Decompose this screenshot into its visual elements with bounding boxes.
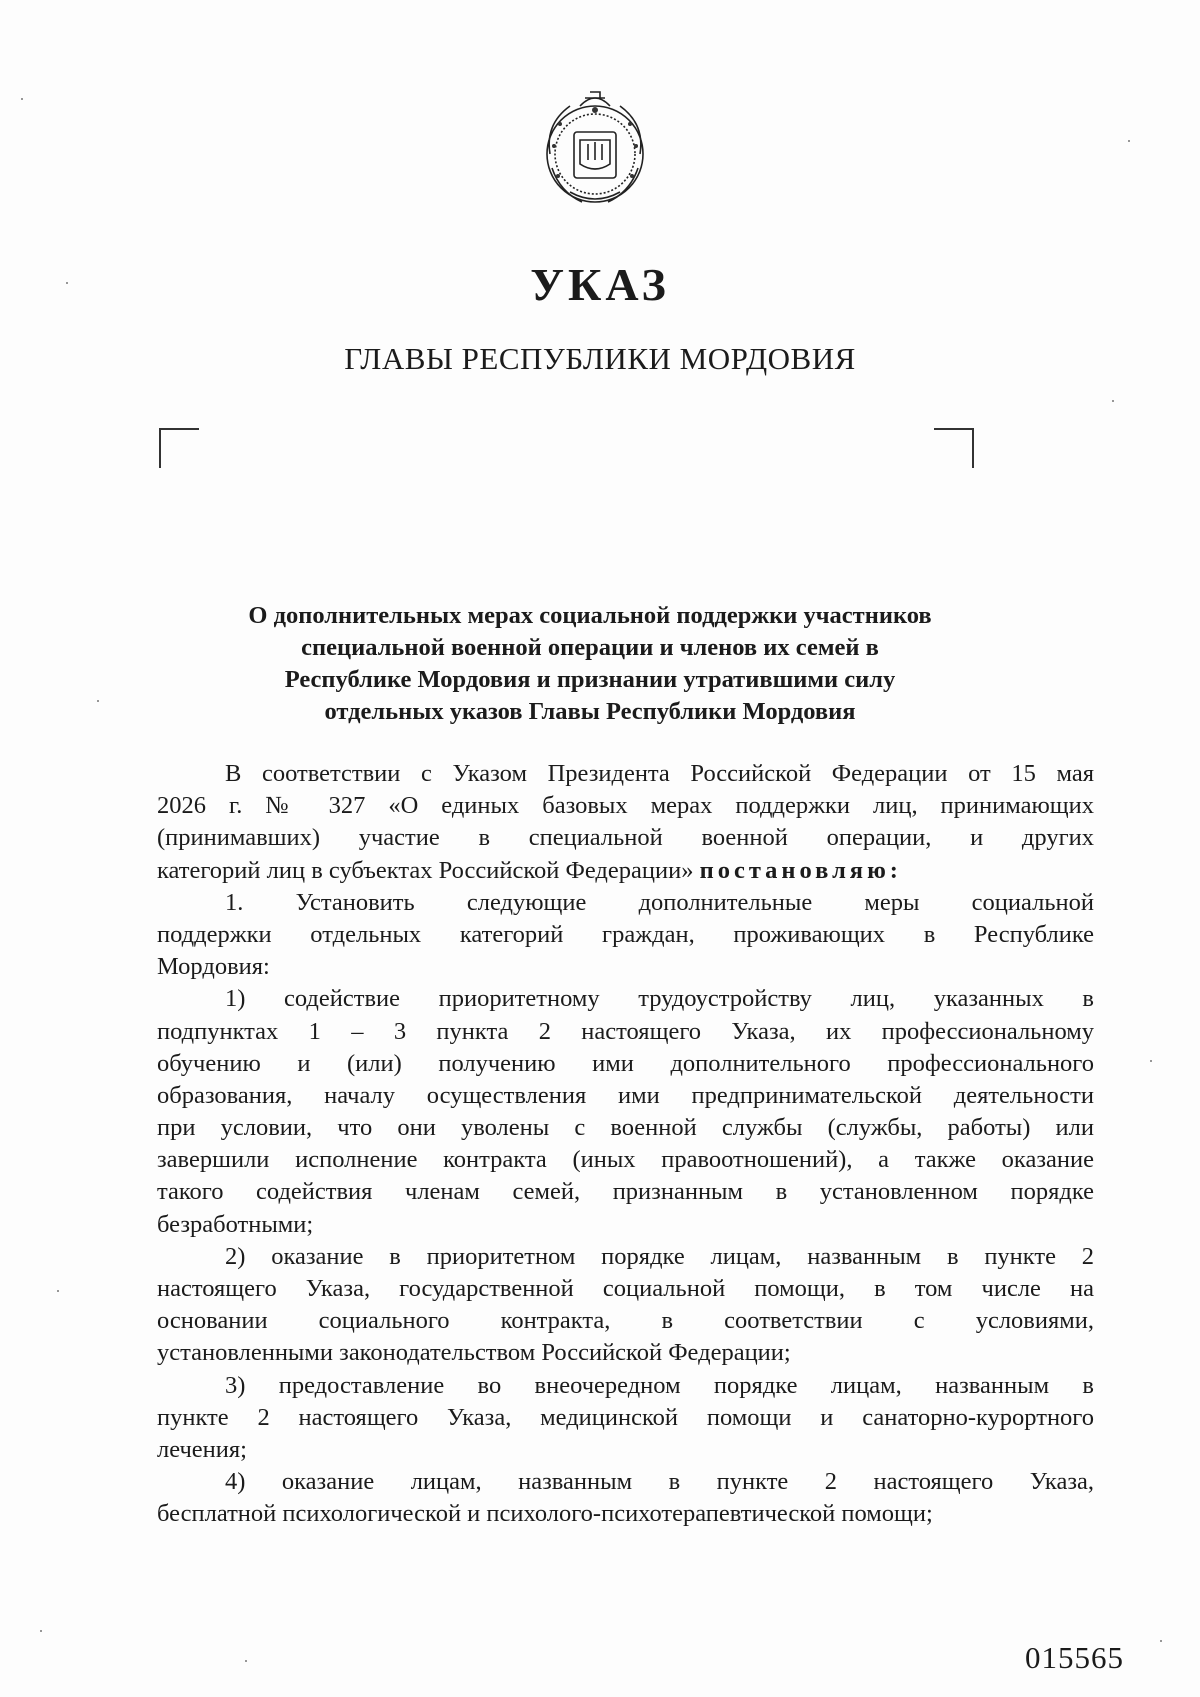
decree-title: УКАЗ (530, 259, 670, 310)
scan-speck (21, 98, 23, 100)
body-line: лечения; (157, 1435, 247, 1463)
body-line: при условии, что они уволены с военной службы (службы, работы) или (157, 1114, 1094, 1142)
body-line: 4) оказание лицам, названным в пункте 2 настоящего Указа, (225, 1468, 1094, 1496)
heading-line: специальной военной операции и членов их семей в (301, 634, 879, 661)
body-line: безработными; (157, 1210, 314, 1238)
body-line: настоящего Указа, государственной социальной помощи, в том числе на (157, 1275, 1094, 1302)
heading-line: отдельных указов Главы Республики Мордовия (324, 698, 856, 725)
decree-issuer: ГЛАВЫ РЕСПУБЛИКИ МОРДОВИЯ (344, 341, 856, 376)
body-line: В соответствии с Указом Президента Российской Федерации от 15 мая (225, 760, 1094, 787)
heading-line: Республике Мордовия и признании утратившими силу (284, 666, 896, 693)
body-line: пункте 2 настоящего Указа, медицинской помощи и санаторно-курортного (157, 1403, 1094, 1431)
body-line: бесплатной психологической и психолого-психотерапевтической помощи; (157, 1500, 933, 1528)
scan-speck (1160, 1640, 1162, 1642)
body-line: поддержки отдельных категорий граждан, проживающих в Республике (157, 920, 1094, 948)
body-line: подпунктах 1 – 3 пункта 2 настоящего Указа, их профессиональному (157, 1017, 1094, 1045)
corner-mark-right (934, 428, 974, 468)
body-line: 1. Установить следующие дополнительные меры социальной (225, 888, 1094, 916)
body-text: категорий лиц в субъектах Российской Федерации» (157, 856, 700, 884)
body-line: 2026 г. № 327 «О единых базовых мерах поддержки лиц, принимающих (157, 792, 1094, 820)
body-line: 3) предоставление во внеочередном порядке лицам, названным в (225, 1371, 1094, 1399)
scan-speck (97, 700, 99, 702)
body-line: Мордовия: (157, 953, 270, 981)
heading-line: О дополнительных мерах социальной поддержки участников (248, 602, 932, 629)
body-line: (принимавших) участие в специальной военной операции, и других (157, 824, 1094, 852)
body-line: такого содействия членам семей, признанным в установленном порядке (157, 1178, 1094, 1206)
body-line: основании социального контракта, в соответствии с условиями, (157, 1307, 1094, 1335)
body-line: 2) оказание в приоритетном порядке лицам, названным в пункте 2 (225, 1242, 1094, 1270)
decree-body (157, 758, 1094, 1531)
scan-speck (245, 1660, 247, 1662)
scan-speck (1112, 400, 1114, 402)
keyword-postanovlyayu: постановляю: (699, 856, 902, 884)
body-line: завершили исполнение контракта (иных правоотношений), а также оказание (157, 1146, 1094, 1174)
scan-speck (1128, 140, 1130, 142)
scan-speck (40, 1630, 42, 1632)
corner-mark-left (159, 428, 199, 468)
scan-speck (66, 282, 68, 284)
body-line: образования, началу осуществления ими предпринимательской деятельности (157, 1081, 1094, 1109)
coat-of-arms-emblem (530, 84, 660, 214)
scan-speck (1150, 1060, 1152, 1062)
body-line: 1) содействие приоритетному трудоустройству лиц, указанных в (225, 985, 1094, 1013)
document-number: 015565 (1025, 1640, 1124, 1675)
body-line: установленными законодательством Российской Федерации; (157, 1339, 791, 1367)
scan-speck (57, 1290, 59, 1292)
body-line: обучению и (или) получению ими дополнительного профессионального (157, 1049, 1094, 1077)
decree-heading (150, 600, 1030, 728)
body-line-with-keyword (157, 855, 1094, 887)
